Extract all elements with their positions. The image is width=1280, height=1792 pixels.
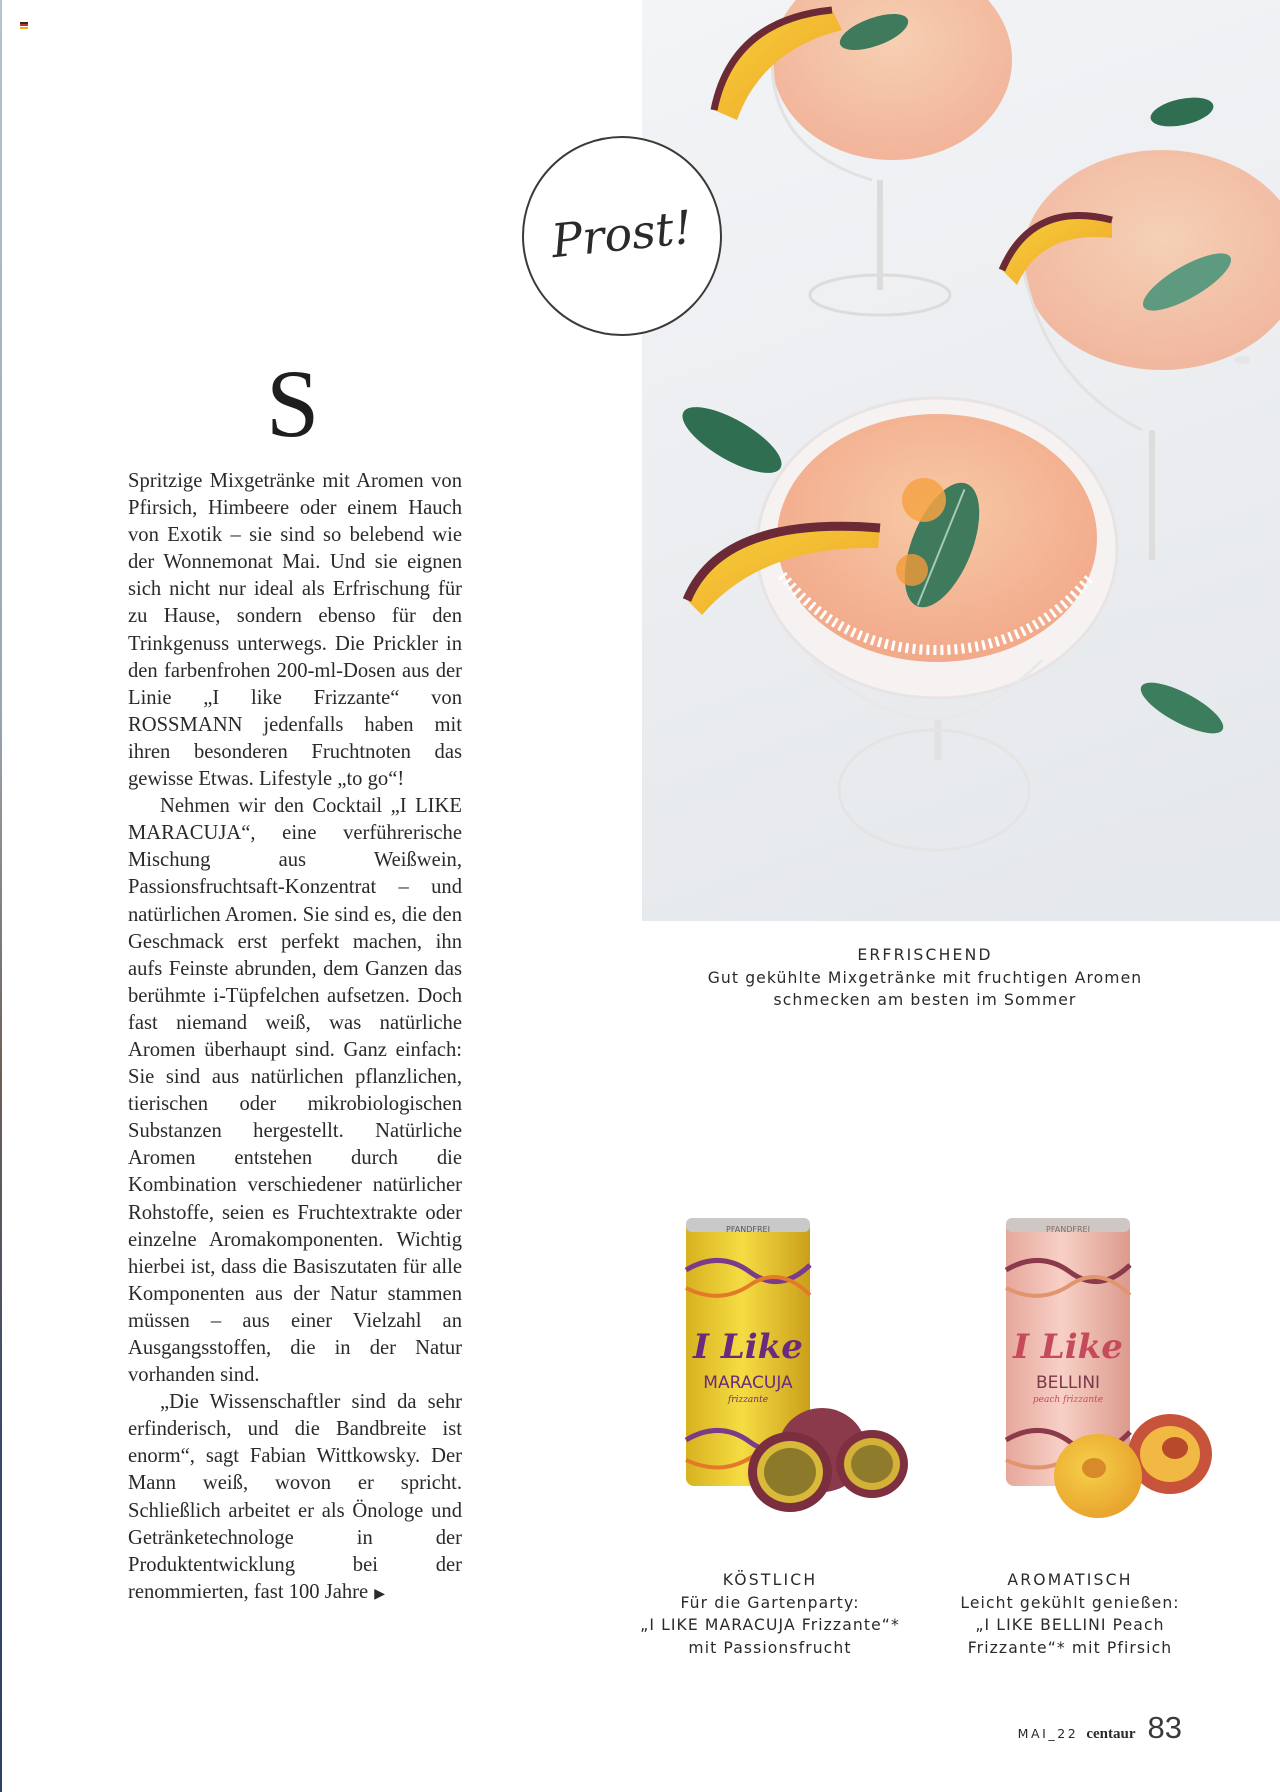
article-paragraph-text: „Die Wissenschaftler sind da sehr erfinderisch, und die Bandbreite ist enorm“, sagt Fabian Wittkowsky. Der Mann weiß, wovon er spricht. Schließlich arbeitet er als Önologe und Getränketechnologe in der Produktentwicklung bei der renommierten, fast 100 Jahre [128,1391,462,1603]
caption-line: Gut gekühlte Mixgetränke mit fruchtigen Aromen [707,968,1143,987]
can-sub: frizzante [727,1395,769,1405]
can-brand: I Like [1013,1327,1123,1367]
caption-line: „I LIKE MARACUJA Frizzante“* [640,1616,900,1635]
cocktail-photo [642,0,1280,921]
article-body [128,468,462,1608]
can-brand: I Like [693,1327,803,1367]
page-number: 83 [1147,1710,1182,1745]
caption-line: „I LIKE BELLINI Peach [975,1616,1165,1635]
can-sub: peach frizzante [1032,1395,1104,1405]
caption-line: Leicht gekühlt genießen: [960,1593,1180,1612]
caption-line: Für die Gartenparty: [680,1593,860,1612]
article-paragraph: Spritzige Mixgetränke mit Aromen von Pfirsich, Himbeere oder einem Hauch von Exotik – sie sind so belebend wie der Wonnemonat Mai. Und sie eignen sich nicht nur ideal als Erfrischung für zu Hause, sondern ebenso für den Trinkgenuss unterwegs. Die Prickler in den farbenfrohen 200-ml-Dosen aus der Linie „I like Frizzante“ von ROSSMANN jedenfalls haben mit ihren besonderen Fruchtnoten das gewisse Etwas. Lifestyle „to go“! [128,470,462,791]
caption-heading: AROMATISCH [1007,1571,1133,1589]
drop-cap: S [266,350,320,457]
page-footer [1018,1710,1182,1746]
caption-heading: KÖSTLICH [722,1571,818,1589]
can-name: BELLINI [1035,1373,1101,1393]
caption-line: schmecken am besten im Sommer [773,991,1077,1010]
flag-icon [20,22,28,29]
prost-stamp [522,136,722,336]
stamp-text: Prost! [548,199,695,269]
can-top-text: PFANDFREI [726,1225,770,1234]
caption-heading: ERFRISCHEND [857,946,993,964]
page-edge [0,0,2,1792]
can-name: MARACUJA [703,1373,793,1393]
caption-line: mit Passionsfrucht [688,1638,852,1657]
can-top-text: PFANDFREI [1046,1225,1090,1234]
article-paragraph: Nehmen wir den Cocktail „I LIKE MARACUJA“, eine verführerische Mischung aus Weißwein, Passionsfruchtsaft-Konzentrat – und natürlichen Aromen. Sie sind es, die den Geschmack erst perfekt machen, ihn aufs Feinste abrunden, dem Ganzen das berühmte i-Tüpfelchen aufsetzen. Doch fast niemand weiß, was natürliche Aromen überhaupt sind. Ganz einfach: Sie sind aus natürlichen pflanzlichen, tierischen oder mikrobiologischen Substanzen hergestellt. Natürliche Aromen entstehen durch die Kombination verschiedener natürlicher Rohstoffe, seien es Fruchtextrakte oder einzelne Aromakomponenten. Wichtig hierbei ist, dass die Basiszutaten für alle Komponenten aus der Natur stammen müssen – aus einer Vielzahl an Ausgangsstoffen, die in der Natur vorhanden sind. [128,795,462,1387]
maracuja-caption [620,1569,920,1659]
caption-line: Frizzante“* mit Pfirsich [967,1638,1173,1657]
bellini-product [1000,1210,1220,1530]
maracuja-product [680,1210,920,1530]
article-paragraph [128,1389,462,1608]
continue-arrow-icon: ▶ [374,1586,385,1602]
bellini-caption [930,1569,1210,1659]
magazine-name: centaur [1086,1726,1136,1742]
photo-caption [690,944,1160,1012]
issue-label: MAI_22 [1017,1726,1079,1741]
